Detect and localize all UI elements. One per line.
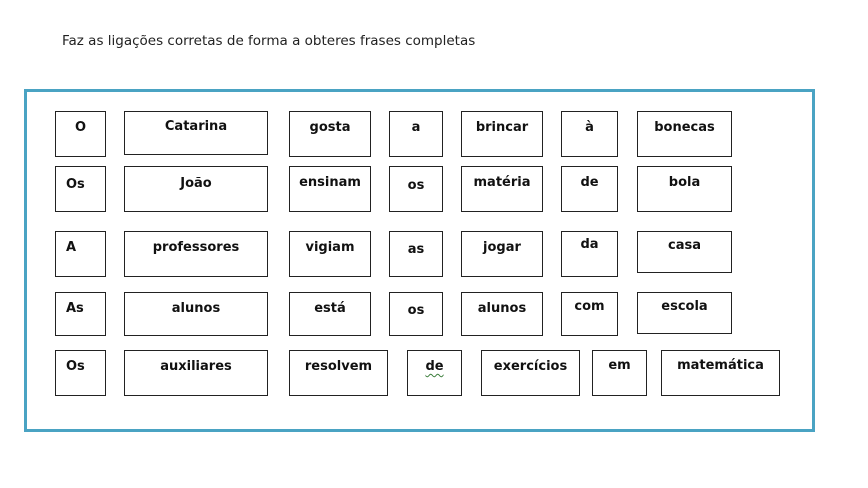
word-card[interactable]: O [55,111,106,157]
word-card[interactable]: casa [637,231,732,273]
word-card[interactable] [407,350,462,396]
word-card[interactable]: escola [637,292,732,334]
word-card[interactable]: As [55,292,106,336]
word-card[interactable]: está [289,292,371,336]
word-card[interactable]: bola [637,166,732,212]
word-card-label: de [425,359,444,374]
word-card[interactable]: professores [124,231,268,277]
word-card[interactable]: com [561,292,618,336]
word-card[interactable]: matéria [461,166,543,212]
word-card[interactable]: A [55,231,106,277]
word-card[interactable]: os [389,292,443,336]
word-card[interactable]: a [389,111,443,157]
word-card[interactable]: matemática [661,350,780,396]
word-card[interactable]: em [592,350,647,396]
word-card[interactable]: alunos [124,292,268,336]
word-card[interactable]: exercícios [481,350,580,396]
word-card[interactable]: Os [55,166,106,212]
word-card[interactable]: as [389,231,443,277]
instruction-text: Faz as ligações corretas de forma a obteres frases completas [62,33,476,49]
word-card[interactable]: da [561,231,618,277]
word-card[interactable]: resolvem [289,350,388,396]
word-card[interactable]: à [561,111,618,157]
word-card[interactable]: brincar [461,111,543,157]
word-card[interactable]: os [389,166,443,212]
word-card[interactable]: ensinam [289,166,371,212]
word-card[interactable]: João [124,166,268,212]
word-card[interactable]: jogar [461,231,543,277]
word-card[interactable]: Os [55,350,106,396]
word-card[interactable]: auxiliares [124,350,268,396]
word-card[interactable]: Catarina [124,111,268,155]
word-card[interactable]: gosta [289,111,371,157]
word-card[interactable]: vigiam [289,231,371,277]
word-card[interactable]: alunos [461,292,543,336]
word-card[interactable]: bonecas [637,111,732,157]
word-card[interactable]: de [561,166,618,212]
